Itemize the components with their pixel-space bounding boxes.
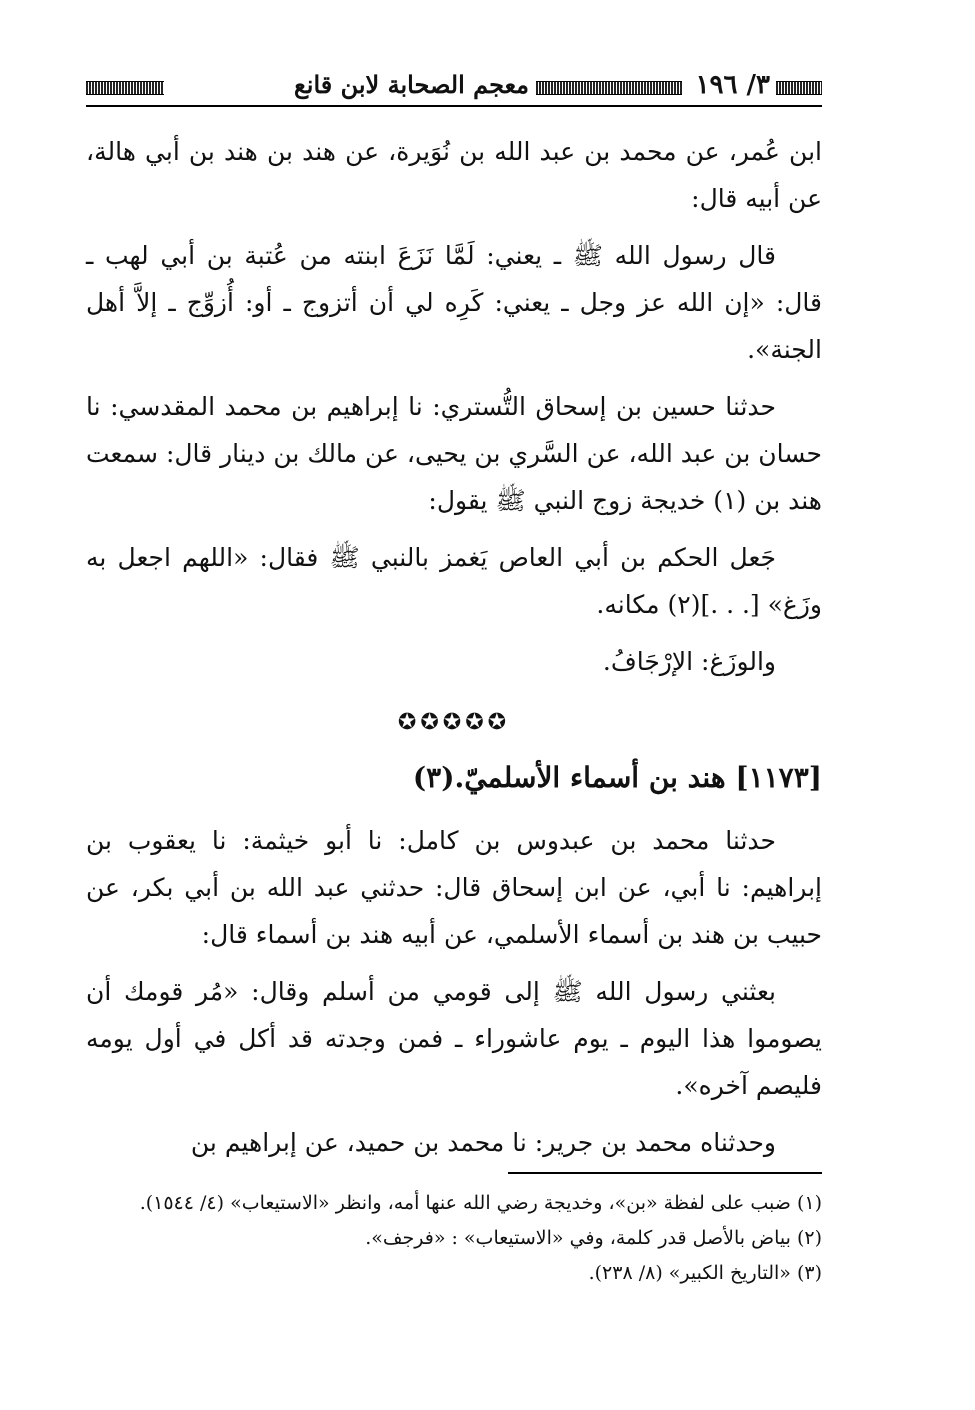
page-number: ٣/ ١٩٦ [695,70,770,100]
running-header [86,72,822,98]
footnote: (١) ضبب على لفظة «بن»، وخديجة رضي الله عنها أمه، وانظر «الاستيعاب» (٤/ ١٥٤٤). [139,1192,822,1214]
header-ornament-middle [536,81,682,95]
paragraph: حدثنا حسين بن إسحاق التُّستري: نا إبراهيم بن محمد المقدسي: نا حسان بن عبد الله، عن السَّري بن يحيى، عن مالك بن دينار قال: سمعت هند بن (١) خديجة زوج النبي ﷺ يقول: [86,392,822,515]
main-text [86,128,822,1176]
footnote-rule [508,1172,822,1174]
header-ornament-right [776,81,822,95]
book-title: معجم الصحابة لابن قانع [294,70,529,99]
footnote: (٣) «التاريخ الكبير» (٨/ ٢٣٨). [588,1262,822,1284]
paragraph: حدثنا محمد بن عبدوس بن كامل: نا أبو خيثمة: نا يعقوب بن إبراهيم: نا أبي، عن ابن إسحاق قال: حدثني عبد الله بن أبي بكر، عن حبيب بن هند بن أسماء الأسلمي، عن أبيه هند بن أسماء قال: [86,826,822,949]
paragraph: قال رسول الله ﷺ ـ يعني: لَمَّا نَزَعَ ابنته من عُتبة بن أبي لهب ـ قال: «إن الله عز وجل ـ يعني: كَرِه لي أن أتزوج ـ أو: أُزوِّج ـ إلاَّ أهل الجنة». [86,241,822,364]
paragraph: والوزَغ: الإرْجَافُ. [602,647,776,676]
section-separator: ✪✪✪✪✪ [397,710,511,735]
paragraph: بعثني رسول الله ﷺ إلى قومي من أسلم وقال: «مُر قومك أن يصوموا هذا اليوم ـ يوم عاشوراء ـ فمن وجدته قد أكل في أول يومه فليصم آخره». [86,977,822,1100]
header-ornament-left [86,81,164,95]
footnote: (٢) بياض بالأصل قدر كلمة، وفي «الاستيعاب» : «فرجف». [365,1227,822,1249]
header-rule [86,105,822,107]
paragraph: ابن عُمر، عن محمد بن عبد الله بن نُوَيرة، عن هند بن هند بن أبي هالة، عن أبيه قال: [86,137,822,213]
entry-title: [١١٧٣] هند بن أسماء الأسلميّ.(٣) [412,761,822,794]
paragraph: وحدثناه محمد بن جرير: نا محمد بن حميد، عن إبراهيم بن [190,1128,776,1157]
paragraph: جَعل الحكم بن أبي العاص يَغمز بالنبي ﷺ فقال: «اللهم اجعل به وزَغ» [. . .](٢) مكانه. [86,543,822,619]
footnotes [86,1186,822,1291]
